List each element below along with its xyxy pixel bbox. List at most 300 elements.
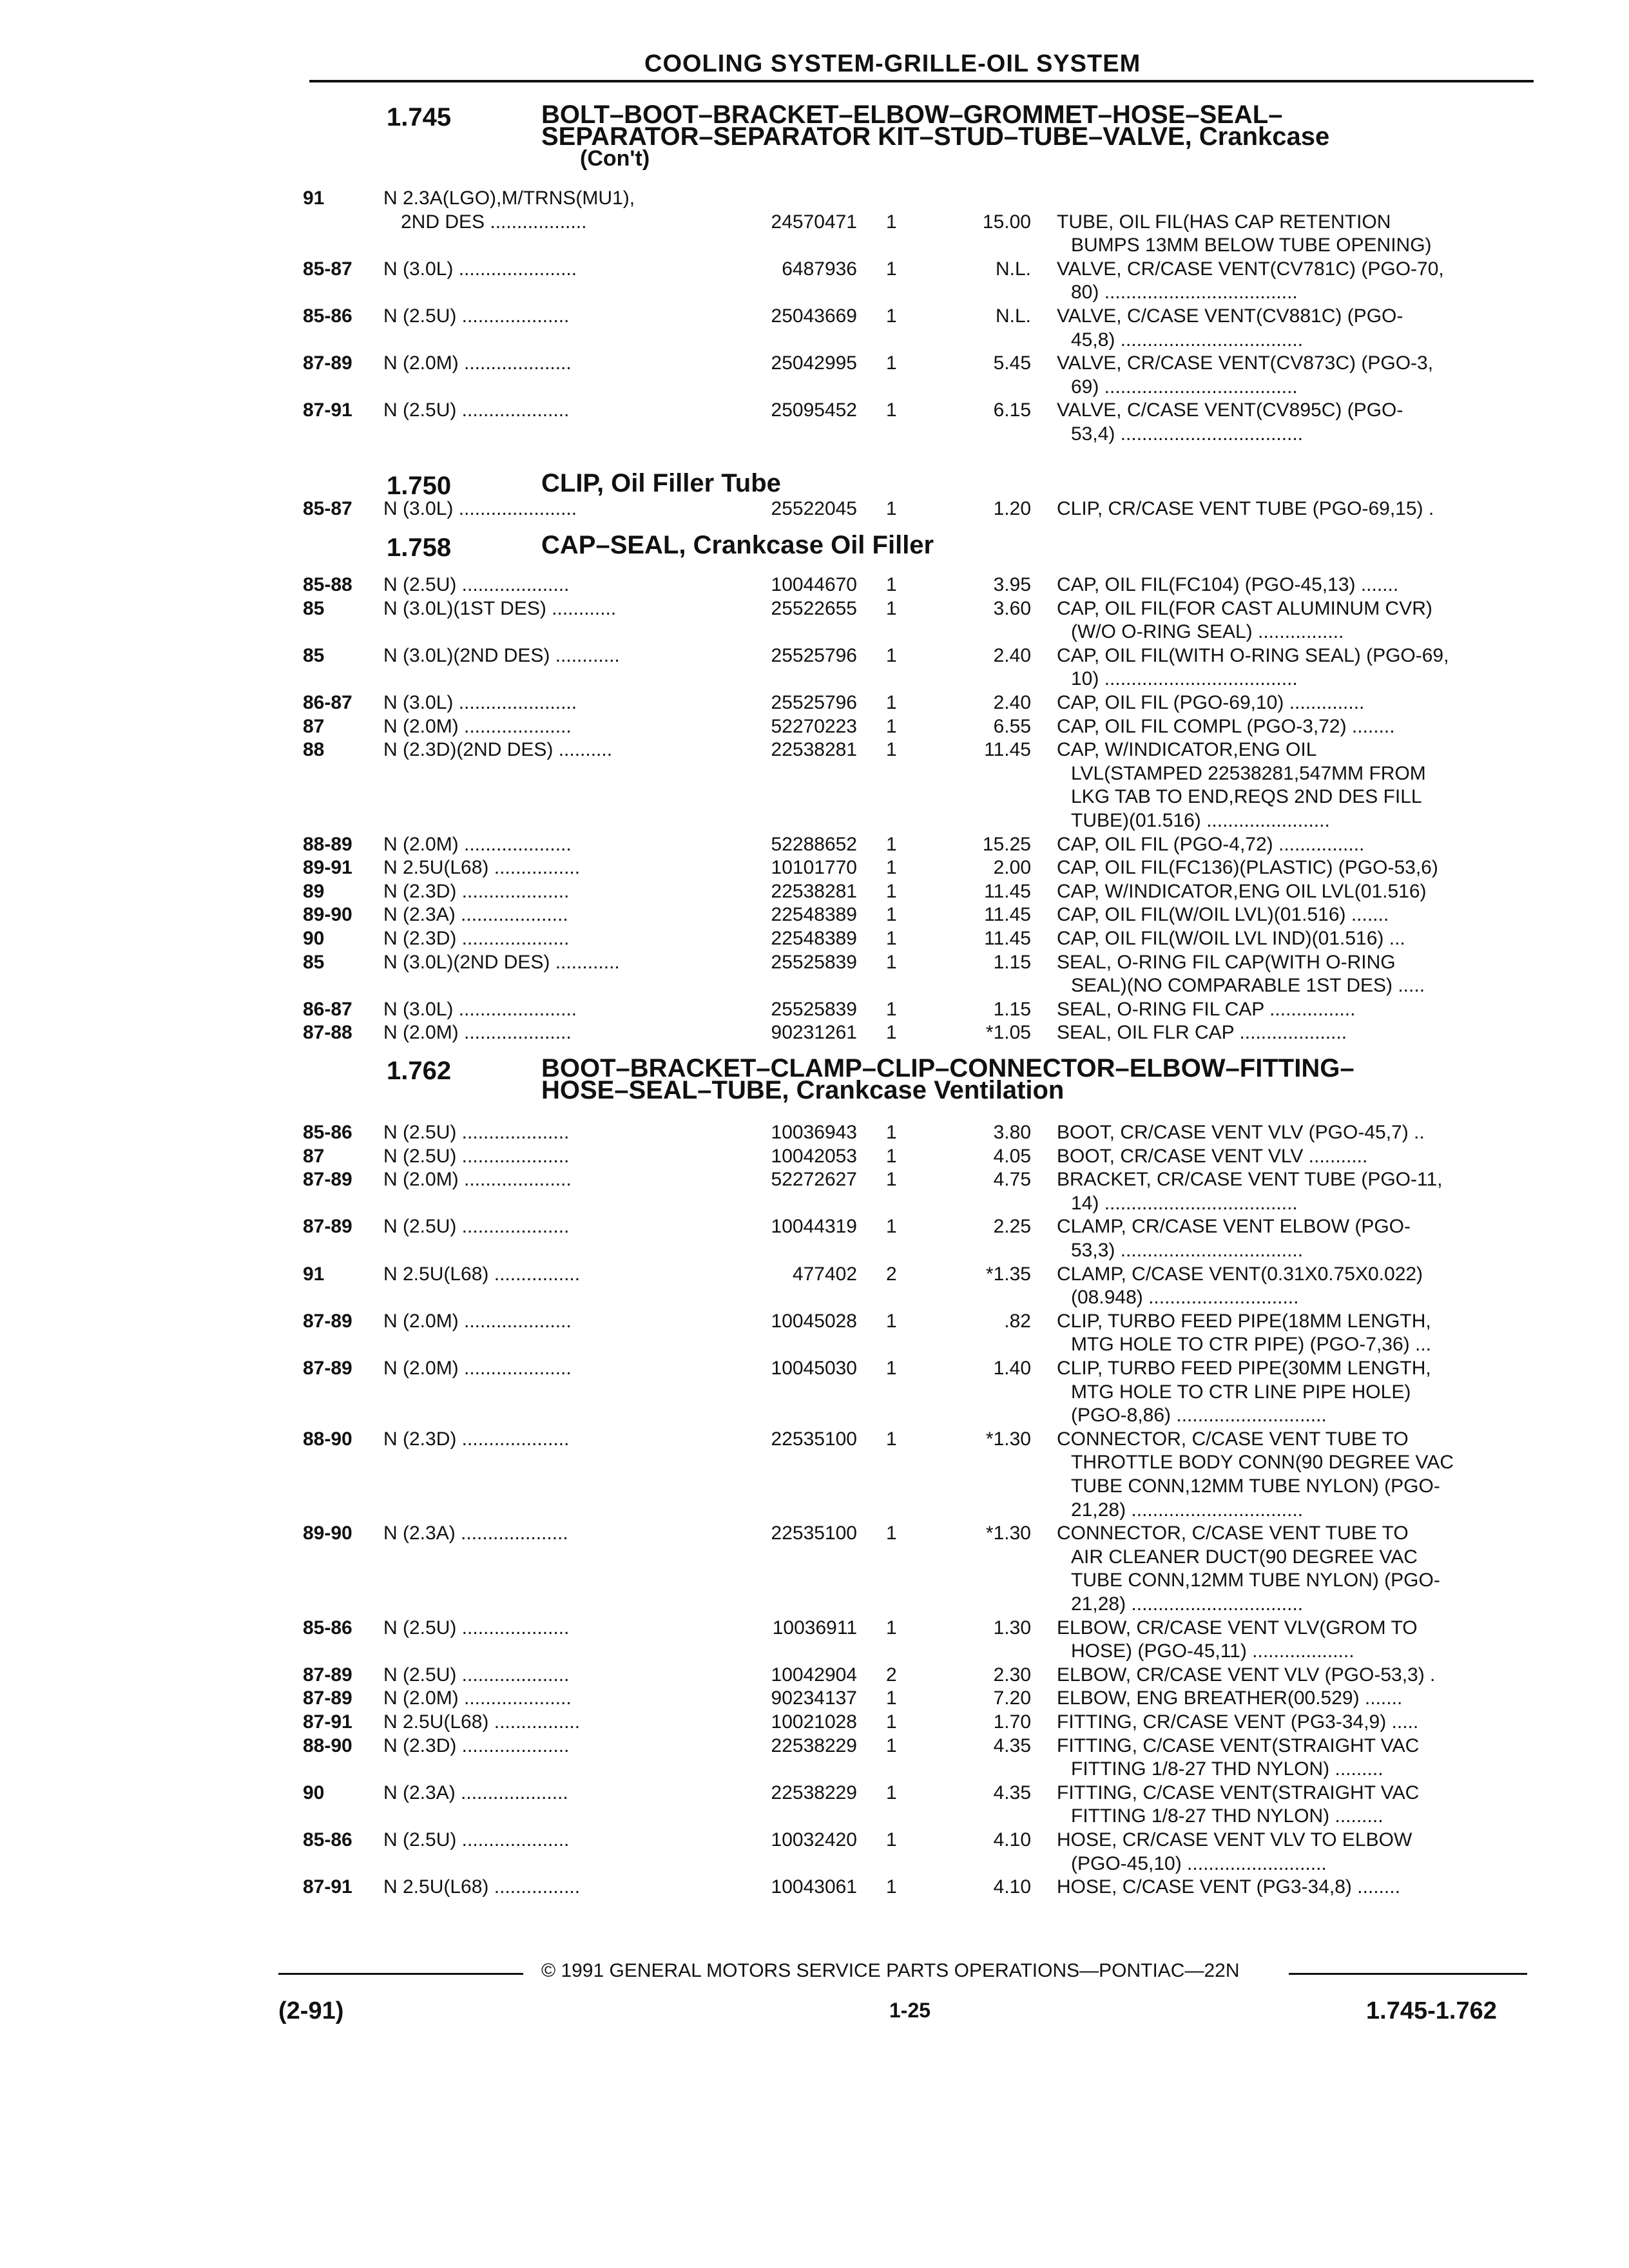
table-row — [0, 258, 1629, 281]
section-title-line: HOSE–SEAL–TUBE, Crankcase Ventilation — [541, 1076, 1065, 1104]
part-number: 22538281 — [771, 739, 857, 761]
application: N (2.5U) .................... — [383, 1216, 570, 1238]
application: N (2.0M) .................... — [383, 1687, 572, 1709]
price: 6.15 — [993, 399, 1031, 421]
table-row — [0, 1664, 1629, 1687]
application: N (2.0M) .................... — [383, 1358, 572, 1379]
application: N (2.3A) .................... — [383, 904, 568, 926]
price: *1.05 — [985, 1022, 1031, 1044]
quantity: 1 — [886, 904, 897, 926]
application: N (3.0L) ...................... — [383, 258, 577, 280]
price: 2.40 — [993, 692, 1031, 713]
description: CAP, OIL FIL COMPL (PGO-3,72) ........ — [1057, 715, 1395, 737]
application: N 2.5U(L68) ................ — [383, 857, 581, 879]
quantity: 1 — [886, 1829, 897, 1850]
quantity: 1 — [886, 258, 897, 280]
part-number: 477402 — [792, 1263, 857, 1285]
table-row — [0, 1617, 1629, 1640]
part-number: 10036943 — [771, 1122, 857, 1143]
application: N (3.0L) ...................... — [383, 498, 577, 519]
table-row — [0, 668, 1629, 691]
model-years: 85 — [303, 951, 325, 973]
quantity: 1 — [886, 715, 897, 737]
quantity: 1 — [886, 692, 897, 713]
price: 4.35 — [993, 1735, 1031, 1756]
model-years: 87-89 — [303, 1687, 352, 1709]
description: LKG TAB TO END,REQS 2ND DES FILL — [1071, 786, 1422, 808]
part-number: 10043061 — [771, 1876, 857, 1898]
quantity: 1 — [886, 1358, 897, 1379]
price: 1.40 — [993, 1358, 1031, 1379]
table-row — [0, 281, 1629, 304]
model-years: 87-89 — [303, 1310, 352, 1332]
description: MTG HOLE TO CTR PIPE) (PGO-7,36) ... — [1071, 1334, 1431, 1356]
model-years: 85-87 — [303, 258, 352, 280]
table-row — [0, 1758, 1629, 1781]
quantity: 1 — [886, 928, 897, 949]
description: HOSE, CR/CASE VENT VLV TO ELBOW — [1057, 1829, 1412, 1850]
quantity: 1 — [886, 1523, 897, 1544]
table-row — [0, 573, 1629, 597]
description: FITTING, CR/CASE VENT (PG3-34,9) ..... — [1057, 1711, 1419, 1733]
table-row — [0, 597, 1629, 620]
description: VALVE, C/CASE VENT(CV881C) (PGO- — [1057, 305, 1403, 327]
price: 4.10 — [993, 1876, 1031, 1898]
description: SEAL, O-RING FIL CAP ................ — [1057, 998, 1356, 1020]
table-row — [0, 1121, 1629, 1144]
table-row — [0, 1168, 1629, 1191]
description: CAP, OIL FIL(FC136)(PLASTIC) (PGO-53,6) — [1057, 857, 1438, 879]
description: ELBOW, CR/CASE VENT VLV(GROM TO — [1057, 1617, 1418, 1639]
description: TUBE CONN,12MM TUBE NYLON) (PGO- — [1071, 1475, 1440, 1497]
table-row — [0, 497, 1629, 521]
description: SEAL, OIL FLR CAP .................... — [1057, 1022, 1347, 1044]
description: FITTING 1/8-27 THD NYLON) ......... — [1071, 1805, 1383, 1827]
quantity: 1 — [886, 998, 897, 1020]
model-years: 87-91 — [303, 1876, 352, 1898]
price: 1.15 — [993, 998, 1031, 1020]
description: SEAL)(NO COMPARABLE 1ST DES) ..... — [1071, 975, 1425, 997]
price: N.L. — [995, 258, 1031, 280]
application: N (2.5U) .................... — [383, 1122, 570, 1143]
part-number: 52270223 — [771, 715, 857, 737]
header-rule — [309, 80, 1534, 82]
model-years: 85-86 — [303, 1617, 352, 1639]
description: HOSE) (PGO-45,11) ................... — [1071, 1640, 1354, 1662]
application: N (2.3D) .................... — [383, 1735, 570, 1756]
quantity: 1 — [886, 1687, 897, 1709]
quantity: 1 — [886, 597, 897, 619]
part-number: 10021028 — [771, 1711, 857, 1733]
model-years: 87-89 — [303, 1216, 352, 1238]
description: BOOT, CR/CASE VENT VLV (PGO-45,7) .. — [1057, 1122, 1425, 1143]
quantity: 1 — [886, 951, 897, 973]
application: N 2.5U(L68) ................ — [383, 1876, 581, 1898]
application: N (3.0L) ...................... — [383, 692, 577, 713]
description: TUBE)(01.516) ....................... — [1071, 810, 1330, 831]
model-years: 88-89 — [303, 833, 352, 855]
application: N (2.5U) .................... — [383, 1145, 570, 1167]
table-row — [0, 856, 1629, 879]
model-years: 85-88 — [303, 574, 352, 595]
price: 3.95 — [993, 574, 1031, 595]
table-row — [0, 1310, 1629, 1333]
section-title-line: BOOT–BRACKET–CLAMP–CLIP–CONNECTOR–ELBOW–FITTING– — [541, 1054, 1354, 1082]
description: 21,28) ................................ — [1071, 1499, 1304, 1521]
price: 4.35 — [993, 1782, 1031, 1803]
description: FITTING, C/CASE VENT(STRAIGHT VAC — [1057, 1735, 1420, 1756]
application: N (2.3D) .................... — [383, 1428, 570, 1450]
table-row — [0, 1381, 1629, 1404]
model-years: 87-91 — [303, 1711, 352, 1733]
application: N 2.3A(LGO),M/TRNS(MU1), — [383, 187, 635, 209]
part-number: 22535100 — [771, 1428, 857, 1450]
price: 1.70 — [993, 1711, 1031, 1733]
table-row — [0, 1593, 1629, 1616]
description: FITTING, C/CASE VENT(STRAIGHT VAC — [1057, 1782, 1420, 1803]
table-row — [0, 1404, 1629, 1427]
part-number: 25525796 — [771, 644, 857, 666]
description: 21,28) ................................ — [1071, 1593, 1304, 1615]
description: 10) .................................... — [1071, 668, 1298, 690]
section-title-line: CAP–SEAL, Crankcase Oil Filler — [541, 531, 934, 559]
table-row — [0, 620, 1629, 644]
part-number: 22548389 — [771, 904, 857, 926]
part-number: 22538281 — [771, 880, 857, 902]
price: 1.20 — [993, 498, 1031, 519]
price: 11.45 — [984, 904, 1031, 926]
quantity: 1 — [886, 1122, 897, 1143]
quantity: 1 — [886, 1022, 897, 1044]
table-row — [0, 974, 1629, 997]
model-years: 89 — [303, 880, 325, 902]
description: (PGO-8,86) ............................ — [1071, 1405, 1327, 1427]
model-years: 88-90 — [303, 1735, 352, 1756]
part-number: 22538229 — [771, 1735, 857, 1756]
table-row — [0, 762, 1629, 785]
application: N (2.5U) .................... — [383, 1664, 570, 1686]
table-row — [0, 1499, 1629, 1522]
price: .82 — [1004, 1310, 1031, 1332]
table-row — [0, 738, 1629, 762]
price: 3.80 — [993, 1122, 1031, 1143]
section-number: 1.750 — [387, 472, 452, 500]
model-years: 85-87 — [303, 498, 352, 519]
quantity: 1 — [886, 574, 897, 595]
description: LVL(STAMPED 22538281,547MM FROM — [1071, 762, 1426, 784]
price: 2.25 — [993, 1216, 1031, 1238]
part-number: 22535100 — [771, 1523, 857, 1544]
description: CAP, OIL FIL (PGO-69,10) .............. — [1057, 692, 1365, 713]
model-years: 87 — [303, 715, 325, 737]
description: CAP, W/INDICATOR,ENG OIL — [1057, 739, 1317, 761]
section-title-line: SEPARATOR–SEPARATOR KIT–STUD–TUBE–VALVE, Crankcase — [541, 122, 1330, 151]
application: N (2.5U) .................... — [383, 1829, 570, 1850]
price: 6.55 — [993, 715, 1031, 737]
quantity: 2 — [886, 1263, 897, 1285]
price: 2.40 — [993, 644, 1031, 666]
table-row — [0, 809, 1629, 832]
table-row — [0, 951, 1629, 974]
table-row — [0, 1829, 1629, 1852]
part-number: 25522045 — [771, 498, 857, 519]
table-row — [0, 376, 1629, 399]
description: CONNECTOR, C/CASE VENT TUBE TO — [1057, 1523, 1409, 1544]
price: *1.30 — [985, 1523, 1031, 1544]
table-row — [0, 1428, 1629, 1451]
part-number: 10045028 — [771, 1310, 857, 1332]
part-number: 24570471 — [771, 211, 857, 233]
table-row — [0, 1876, 1629, 1899]
description: MTG HOLE TO CTR LINE PIPE HOLE) — [1071, 1381, 1411, 1403]
quantity: 1 — [886, 399, 897, 421]
application: N 2.5U(L68) ................ — [383, 1711, 581, 1733]
quantity: 1 — [886, 1169, 897, 1191]
part-number: 25525839 — [771, 998, 857, 1020]
price: 11.45 — [984, 880, 1031, 902]
model-years: 89-91 — [303, 857, 352, 879]
description: CLAMP, C/CASE VENT(0.31X0.75X0.022) — [1057, 1263, 1423, 1285]
model-years: 86-87 — [303, 692, 352, 713]
table-row — [0, 1286, 1629, 1309]
description: VALVE, CR/CASE VENT(CV873C) (PGO-3, — [1057, 352, 1434, 374]
description: CAP, OIL FIL(W/OIL LVL IND)(01.516) ... — [1057, 928, 1405, 949]
quantity: 1 — [886, 1735, 897, 1756]
part-number: 52288652 — [771, 833, 857, 855]
part-number: 10042053 — [771, 1145, 857, 1167]
model-years: 87-89 — [303, 1169, 352, 1191]
price: 4.10 — [993, 1829, 1031, 1850]
footer-copyright: © 1991 GENERAL MOTORS SERVICE PARTS OPERATIONS—PONTIAC—22N — [541, 1960, 1240, 1981]
model-years: 90 — [303, 1782, 325, 1803]
price: 4.05 — [993, 1145, 1031, 1167]
application: N (2.0M) .................... — [383, 833, 572, 855]
description: BRACKET, CR/CASE VENT TUBE (PGO-11, — [1057, 1169, 1443, 1191]
quantity: 1 — [886, 1782, 897, 1803]
description: CAP, OIL FIL (PGO-4,72) ................ — [1057, 833, 1365, 855]
application: N (2.3A) .................... — [383, 1523, 568, 1544]
description: AIR CLEANER DUCT(90 DEGREE VAC — [1071, 1546, 1418, 1568]
table-row — [0, 1640, 1629, 1663]
application: 2ND DES .................. — [401, 211, 587, 233]
quantity: 1 — [886, 644, 897, 666]
part-number: 10044670 — [771, 574, 857, 595]
section-title-line: BOLT–BOOT–BRACKET–ELBOW–GROMMET–HOSE–SEAL– — [541, 101, 1283, 129]
application: N 2.5U(L68) ................ — [383, 1263, 581, 1285]
price: 1.15 — [993, 951, 1031, 973]
section-title-line: CLIP, Oil Filler Tube — [541, 469, 781, 497]
part-number: 10042904 — [771, 1664, 857, 1686]
description: CAP, OIL FIL(FOR CAST ALUMINUM CVR) — [1057, 597, 1432, 619]
application: N (3.0L) ...................... — [383, 998, 577, 1020]
table-row — [0, 329, 1629, 352]
price: 11.45 — [984, 928, 1031, 949]
table-row — [0, 1522, 1629, 1545]
part-number: 10044319 — [771, 1216, 857, 1238]
price: 1.30 — [993, 1617, 1031, 1639]
description: TUBE, OIL FIL(HAS CAP RETENTION — [1057, 211, 1391, 233]
part-number: 25522655 — [771, 597, 857, 619]
description: CLIP, TURBO FEED PIPE(18MM LENGTH, — [1057, 1310, 1431, 1332]
description: 53,3) .................................. — [1071, 1240, 1304, 1261]
quantity: 1 — [886, 352, 897, 374]
description: CAP, OIL FIL(FC104) (PGO-45,13) ....... — [1057, 574, 1399, 595]
footer-rule-left — [278, 1973, 523, 1975]
description: BUMPS 13MM BELOW TUBE OPENING) — [1071, 235, 1432, 256]
table-row — [0, 1475, 1629, 1498]
model-years: 87-89 — [303, 1358, 352, 1379]
description: BOOT, CR/CASE VENT VLV ........... — [1057, 1145, 1368, 1167]
part-number: 10032420 — [771, 1829, 857, 1850]
quantity: 1 — [886, 305, 897, 327]
application: N (2.5U) .................... — [383, 305, 570, 327]
section-title-line: (Con't) — [580, 146, 650, 171]
description: CAP, OIL FIL(WITH O-RING SEAL) (PGO-69, — [1057, 644, 1449, 666]
description: CLAMP, CR/CASE VENT ELBOW (PGO- — [1057, 1216, 1411, 1238]
footer-rule-right — [1289, 1973, 1527, 1975]
table-row — [0, 1711, 1629, 1734]
table-row — [0, 1546, 1629, 1569]
table-row — [0, 880, 1629, 903]
price: 11.45 — [984, 739, 1031, 761]
quantity: 1 — [886, 857, 897, 879]
description: SEAL, O-RING FIL CAP(WITH O-RING — [1057, 951, 1396, 973]
section-number: 1.745 — [387, 103, 452, 131]
part-number: 25525839 — [771, 951, 857, 973]
table-row — [0, 234, 1629, 257]
application: N (2.3D) .................... — [383, 928, 570, 949]
price: 3.60 — [993, 597, 1031, 619]
table-row — [0, 998, 1629, 1021]
description: CLIP, CR/CASE VENT TUBE (PGO-69,15) . — [1057, 498, 1434, 519]
description: HOSE, C/CASE VENT (PG3-34,8) ........ — [1057, 1876, 1400, 1898]
price: *1.35 — [985, 1263, 1031, 1285]
price: *1.30 — [985, 1428, 1031, 1450]
table-row — [0, 691, 1629, 715]
quantity: 1 — [886, 1876, 897, 1898]
model-years: 85-86 — [303, 305, 352, 327]
part-number: 10101770 — [771, 857, 857, 879]
application: N (2.3D)(2ND DES) .......... — [383, 739, 613, 761]
application: N (3.0L)(2ND DES) ............ — [383, 644, 620, 666]
quantity: 1 — [886, 1145, 897, 1167]
table-row — [0, 211, 1629, 234]
part-number: 10036911 — [772, 1617, 857, 1639]
table-row — [0, 1021, 1629, 1044]
table-row — [0, 903, 1629, 927]
model-years: 85 — [303, 597, 325, 619]
table-row — [0, 1239, 1629, 1262]
description: 69) .................................... — [1071, 376, 1298, 398]
description: 45,8) .................................. — [1071, 329, 1304, 351]
table-row — [0, 1357, 1629, 1380]
quantity: 2 — [886, 1664, 897, 1686]
table-row — [0, 644, 1629, 668]
footer-section-range: 1.745-1.762 — [1366, 1997, 1497, 2024]
description: (PGO-45,10) .......................... — [1071, 1852, 1327, 1874]
description: VALVE, C/CASE VENT(CV895C) (PGO- — [1057, 399, 1403, 421]
table-row — [0, 1805, 1629, 1828]
table-row — [0, 1263, 1629, 1286]
table-row — [0, 352, 1629, 375]
application: N (2.0M) .................... — [383, 352, 572, 374]
model-years: 88-90 — [303, 1428, 352, 1450]
description: ELBOW, CR/CASE VENT VLV (PGO-53,3) . — [1057, 1664, 1436, 1686]
table-row — [0, 715, 1629, 738]
model-years: 91 — [303, 187, 325, 209]
model-years: 87-91 — [303, 399, 352, 421]
description: 53,4) .................................. — [1071, 423, 1304, 445]
price: 4.75 — [993, 1169, 1031, 1191]
description: 80) .................................... — [1071, 282, 1298, 303]
price: 15.00 — [982, 211, 1031, 233]
table-row — [0, 927, 1629, 950]
description: CLIP, TURBO FEED PIPE(30MM LENGTH, — [1057, 1358, 1431, 1379]
model-years: 86-87 — [303, 998, 352, 1020]
model-years: 89-90 — [303, 1523, 352, 1544]
table-row — [0, 423, 1629, 446]
model-years: 90 — [303, 928, 325, 949]
model-years: 85 — [303, 644, 325, 666]
table-row — [0, 1192, 1629, 1215]
application: N (2.5U) .................... — [383, 574, 570, 595]
quantity: 1 — [886, 833, 897, 855]
part-number: 6487936 — [782, 258, 857, 280]
application: N (2.3A) .................... — [383, 1782, 568, 1803]
quantity: 1 — [886, 1428, 897, 1450]
application: N (2.0M) .................... — [383, 715, 572, 737]
price: N.L. — [995, 305, 1031, 327]
application: N (2.0M) .................... — [383, 1310, 572, 1332]
quantity: 1 — [886, 1216, 897, 1238]
part-number: 90234137 — [771, 1687, 857, 1709]
model-years: 85-86 — [303, 1829, 352, 1850]
description: (08.948) ............................ — [1071, 1287, 1299, 1309]
price: 5.45 — [993, 352, 1031, 374]
quantity: 1 — [886, 1617, 897, 1639]
table-row — [0, 1145, 1629, 1168]
footer-page-number: 1-25 — [889, 1999, 931, 2022]
page-header-title: COOLING SYSTEM-GRILLE-OIL SYSTEM — [644, 50, 1141, 77]
model-years: 85-86 — [303, 1122, 352, 1143]
application: N (2.5U) .................... — [383, 1617, 570, 1639]
table-row — [0, 1782, 1629, 1805]
model-years: 87-89 — [303, 1664, 352, 1686]
application: N (2.5U) .................... — [383, 399, 570, 421]
application: N (2.3D) .................... — [383, 880, 570, 902]
section-number: 1.762 — [387, 1057, 452, 1085]
description: CONNECTOR, C/CASE VENT TUBE TO — [1057, 1428, 1409, 1450]
price: 15.25 — [982, 833, 1031, 855]
application: N (3.0L)(2ND DES) ............ — [383, 951, 620, 973]
application: N (2.0M) .................... — [383, 1169, 572, 1191]
quantity: 1 — [886, 1310, 897, 1332]
part-number: 90231261 — [771, 1022, 857, 1044]
footer-date: (2-91) — [278, 1997, 344, 2024]
section-number: 1.758 — [387, 533, 452, 562]
quantity: 1 — [886, 739, 897, 761]
table-row — [0, 1215, 1629, 1238]
part-number: 22538229 — [771, 1782, 857, 1803]
model-years: 87-88 — [303, 1022, 352, 1044]
description: 14) .................................... — [1071, 1192, 1298, 1214]
part-number: 22548389 — [771, 928, 857, 949]
part-number: 25043669 — [771, 305, 857, 327]
description: THROTTLE BODY CONN(90 DEGREE VAC — [1071, 1452, 1454, 1474]
table-row — [0, 399, 1629, 422]
table-row — [0, 1687, 1629, 1710]
table-row — [0, 1569, 1629, 1592]
